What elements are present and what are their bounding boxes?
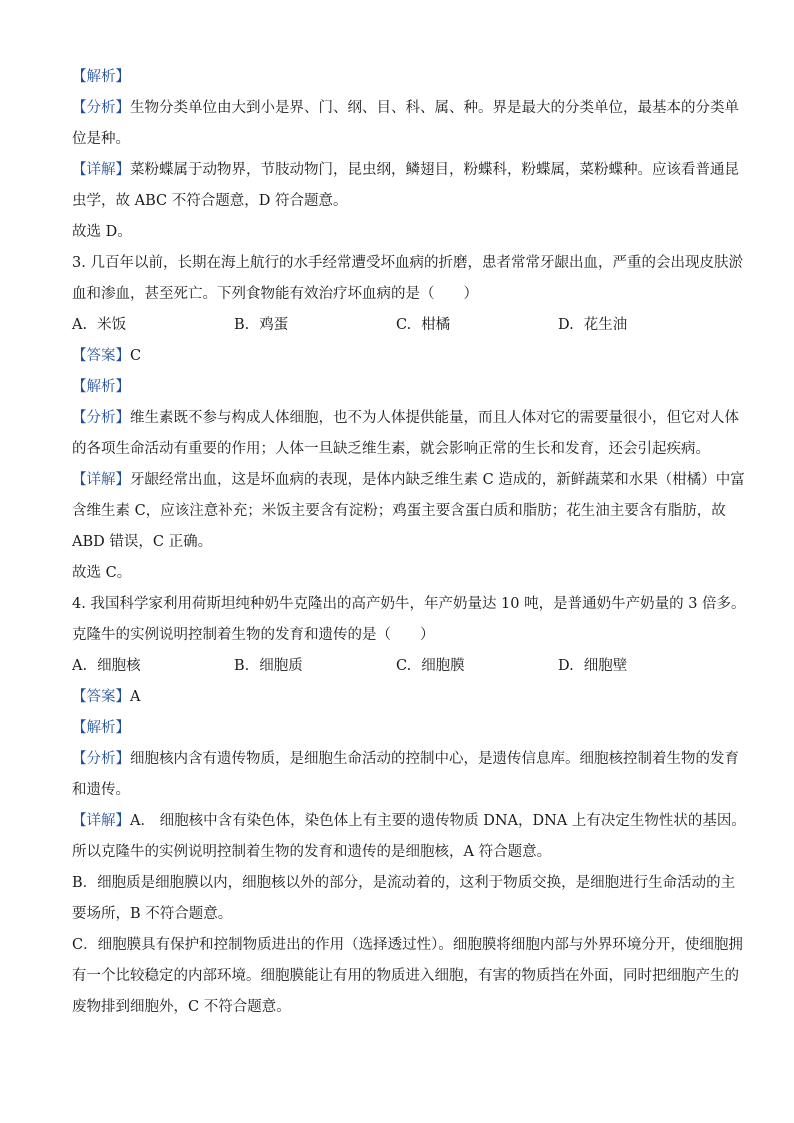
- analysis-heading: [72, 62, 722, 93]
- xiangjie-text: 菜粉蝶属于动物界，节肢动物门，昆虫纲，鳞翅目，粉蝶科，粉蝶属，菜粉蝶种。应该看普通昆: [130, 162, 739, 178]
- question-3-stem: [72, 248, 743, 279]
- xiangjie-line-cont: [72, 496, 726, 527]
- xiangjie-line-cont: [72, 186, 722, 217]
- xiangjie-text: 含维生素 C，应该注意补充；米饭主要含有淀粉；鸡蛋主要含蛋白质和脂肪；花生油主要含有脂肪，故: [72, 503, 726, 519]
- conclusion-text: 故选 D。: [72, 224, 132, 240]
- option-a: A. 细胞核: [72, 658, 141, 674]
- explanation-text: C．细胞膜具有保护和控制物质进出的作用（选择透过性）。细胞膜将细胞内部与外界环境分开，使细胞拥: [72, 937, 743, 953]
- xiangjie-text: ABD 错误，C 正确。: [72, 534, 213, 550]
- option-b: B. 鸡蛋: [234, 317, 289, 333]
- conclusion-line: [72, 558, 722, 589]
- analysis-tag: 【解析】: [72, 69, 130, 85]
- fenxi-text: 细胞核内含有遗传物质，是细胞生命活动的控制中心，是遗传信息库。细胞核控制着生物的发育: [130, 751, 739, 767]
- fenxi-tag: 【分析】: [72, 751, 130, 767]
- analysis-heading: [72, 713, 722, 744]
- fenxi-tag: 【分析】: [72, 100, 130, 116]
- xiangjie-line-cont: [72, 837, 722, 868]
- fenxi-line-cont: [72, 124, 722, 155]
- conclusion-line: [72, 217, 722, 248]
- explanation-text: B．细胞质是细胞膜以内，细胞核以外的部分，是流动着的，这利于物质交换，是细胞进行生命活动的主: [72, 875, 736, 891]
- option-c-explanation: [72, 930, 743, 961]
- analysis-heading: [72, 372, 722, 403]
- fenxi-text: 的各项生命活动有重要的作用；人体一旦缺乏维生素，就会影响正常的生长和发育，还会引起疾病。: [72, 441, 710, 457]
- fenxi-text: 位是种。: [72, 131, 130, 147]
- analysis-tag: 【解析】: [72, 720, 130, 736]
- fenxi-tag: 【分析】: [72, 410, 130, 426]
- answer-value: C: [130, 348, 142, 364]
- explanation-text: 废物排到细胞外，C 不符合题意。: [72, 999, 291, 1015]
- xiangjie-line: [72, 806, 746, 837]
- xiangjie-tag: 【详解】: [72, 472, 130, 488]
- xiangjie-tag: 【详解】: [72, 813, 130, 829]
- question-text: 4. 我国科学家利用荷斯坦纯种奶牛克隆出的高产奶牛，年产奶量达 10 吨，是普通奶牛产奶量的 3 倍多。: [72, 596, 746, 612]
- option-d: D. 花生油: [558, 317, 628, 333]
- fenxi-text: 维生素既不参与构成人体细胞，也不为人体提供能量，而且人体对它的需要量很小，但它对人体: [130, 410, 739, 426]
- xiangjie-text: 所以克隆牛的实例说明控制着生物的发育和遗传的是细胞核，A 符合题意。: [72, 844, 552, 860]
- question-4-stem-cont: [72, 620, 722, 651]
- answer-tag: 【答案】: [72, 348, 130, 364]
- option-c-explanation-cont: [72, 961, 739, 992]
- question-text: 血和渗血，甚至死亡。下列食物能有效治疗坏血病的是（ ）: [72, 286, 478, 302]
- explanation-text: 要场所，B 不符合题意。: [72, 906, 233, 922]
- answer-line: [72, 682, 722, 713]
- document-page: [72, 62, 746, 1023]
- question-text: 克隆牛的实例说明控制着生物的发育和遗传的是（ ）: [72, 627, 435, 643]
- question-text: 3. 几百年以前，长期在海上航行的水手经常遭受坏血病的折磨，患者常常牙龈出血，严重的会出现皮肤淤: [72, 255, 743, 271]
- option-b-explanation-cont: [72, 899, 722, 930]
- option-a: A. 米饭: [72, 317, 127, 333]
- answer-value: A: [130, 689, 141, 705]
- xiangjie-tag: 【详解】: [72, 162, 130, 178]
- explanation-text: 有一个比较稳定的内部环境。细胞膜能让有用的物质进入细胞，有害的物质挡在外面，同时把细胞产生的: [72, 968, 739, 984]
- analysis-tag: 【解析】: [72, 379, 130, 395]
- xiangjie-line: [72, 465, 745, 496]
- fenxi-line-cont: [72, 775, 722, 806]
- xiangjie-line-cont: [72, 527, 722, 558]
- option-b: B. 细胞质: [234, 658, 303, 674]
- xiangjie-text: 虫学，故 ABC 不符合题意，D 符合题意。: [72, 193, 348, 209]
- xiangjie-text: A． 细胞核中含有染色体，染色体上有主要的遗传物质 DNA，DNA 上有决定生物性状的基因。: [130, 813, 746, 829]
- question-3-stem-cont: [72, 279, 722, 310]
- fenxi-text: 和遗传。: [72, 782, 130, 798]
- fenxi-text: 生物分类单位由大到小是界、门、纲、目、科、属、种。界是最大的分类单位，最基本的分类单: [130, 100, 739, 116]
- answer-line: [72, 341, 722, 372]
- answer-tag: 【答案】: [72, 689, 130, 705]
- option-d: D. 细胞壁: [558, 658, 628, 674]
- fenxi-line: [72, 93, 739, 124]
- option-c: C. 柑橘: [396, 317, 451, 333]
- fenxi-line: [72, 744, 739, 775]
- option-c: C. 细胞膜: [396, 658, 465, 674]
- fenxi-line: [72, 403, 739, 434]
- option-c-explanation-cont: [72, 992, 722, 1023]
- option-b-explanation: [72, 868, 736, 899]
- xiangjie-text: 牙龈经常出血，这是坏血病的表现，是体内缺乏维生素 C 造成的，新鲜蔬菜和水果（柑橘）中富: [130, 472, 745, 488]
- question-3-options: [72, 310, 722, 341]
- question-4-options: [72, 651, 722, 682]
- xiangjie-line: [72, 155, 739, 186]
- fenxi-line-cont: [72, 434, 722, 465]
- conclusion-text: 故选 C。: [72, 565, 132, 581]
- question-4-stem: [72, 589, 746, 620]
